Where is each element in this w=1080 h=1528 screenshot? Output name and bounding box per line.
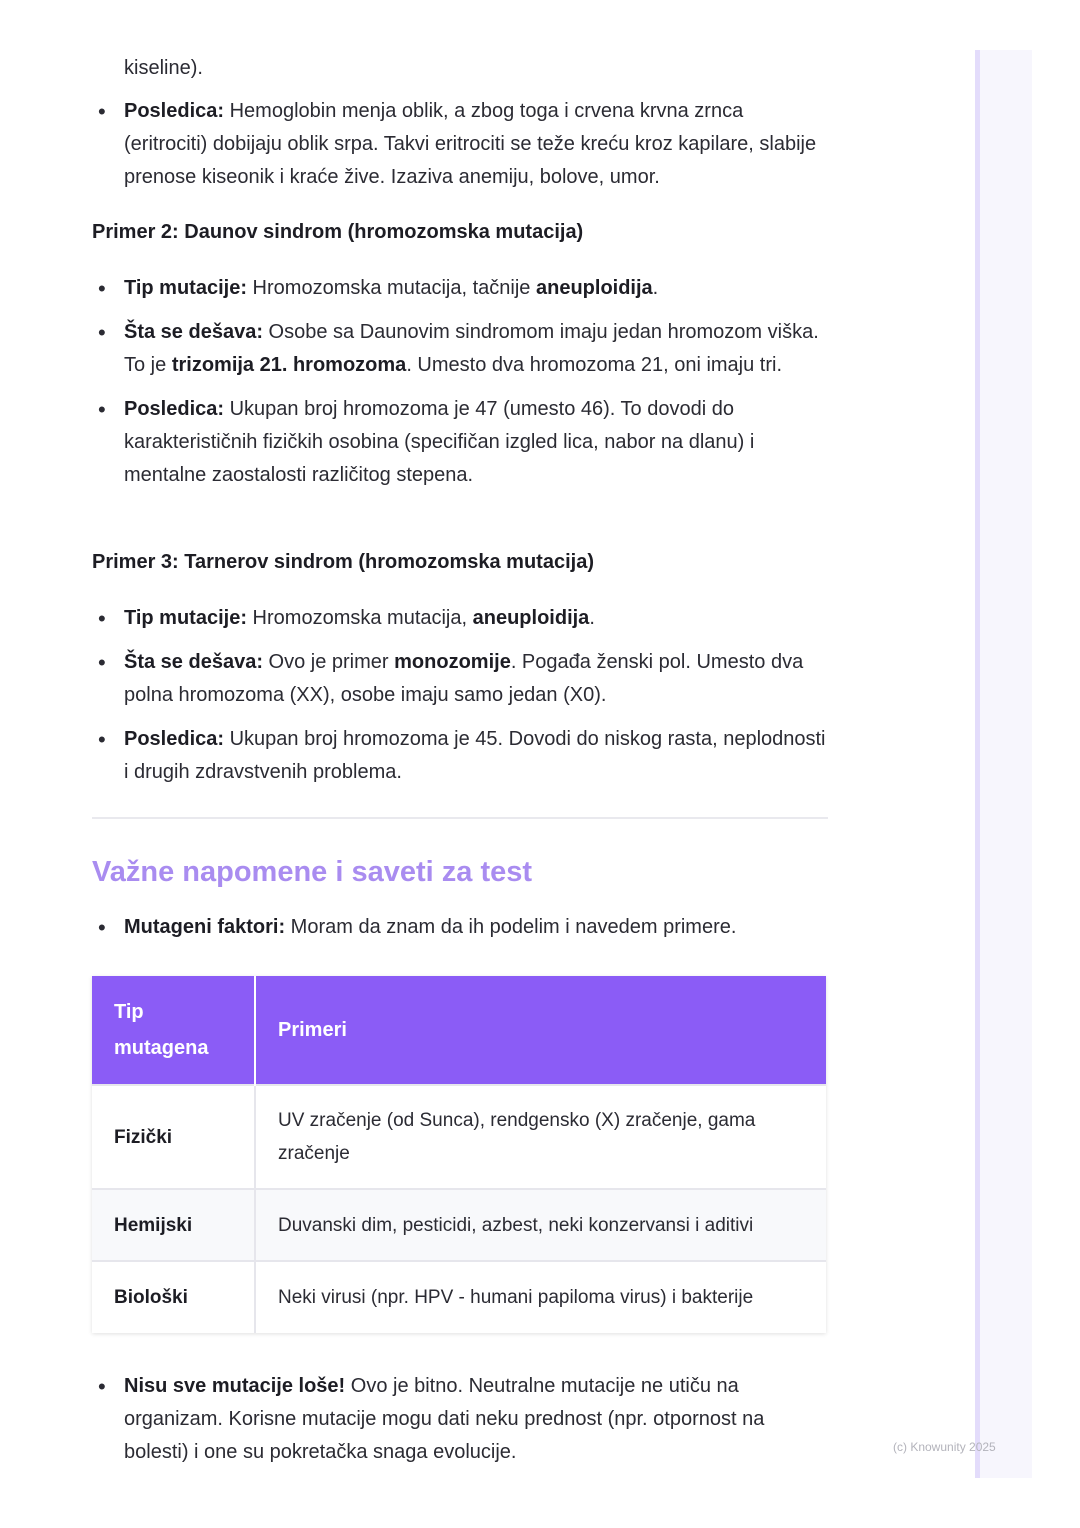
item-bold: aneuploidija xyxy=(472,607,590,629)
list-item xyxy=(92,646,832,712)
example3-list xyxy=(92,602,832,789)
notes-list xyxy=(92,911,832,944)
item-label: Tip mutacije: xyxy=(124,607,247,629)
item-text: Ukupan broj hromozoma je 45. Dovodi do niskog rasta, neplodnosti i drugih zdravstvenih problema. xyxy=(124,728,826,783)
mutagen-table xyxy=(92,976,826,1333)
side-stripe xyxy=(975,50,980,1478)
item-label: Tip mutacije: xyxy=(124,277,247,299)
list-item xyxy=(92,393,832,492)
cell-examples: Duvanski dim, pesticidi, azbest, neki konzervansi i aditivi xyxy=(255,1189,826,1261)
item-text: . Umesto dva hromozoma 21, oni imaju tri. xyxy=(406,354,783,376)
list-item xyxy=(92,272,832,305)
item-text: . xyxy=(589,607,595,629)
item-text: Hromozomska mutacija, xyxy=(247,607,473,629)
table-row xyxy=(92,1085,826,1189)
item-label: Posledica: xyxy=(124,728,225,750)
cell-type: Hemijski xyxy=(92,1189,255,1261)
item-label: Šta se dešava: xyxy=(124,651,263,673)
list-item xyxy=(92,316,832,382)
item-label: Nisu sve mutacije loše! xyxy=(124,1375,346,1397)
item-label: Mutageni faktori: xyxy=(124,916,286,938)
item-text: Hemoglobin menja oblik, a zbog toga i crvena krvna zrnca (eritrociti) dobijaju oblik srpa. Takvi eritrociti se teže kreću kroz kapilare, slabije prenose kiseonik i kraće žive. Izaziva anemiju, bolove, umor. xyxy=(124,100,817,188)
item-text: . Pogađa ženski pol. Umesto dva polna hromozoma (XX), osobe imaju samo jedan (X0). xyxy=(124,651,804,706)
item-text: Ovo je primer xyxy=(262,651,395,673)
item-label: Šta se dešava: xyxy=(124,321,263,343)
list-item xyxy=(92,911,832,944)
item-text: Moram da znam da ih podelim i navedem primere. xyxy=(285,916,737,938)
example2-list xyxy=(92,272,832,492)
item-bold: aneuploidija xyxy=(535,277,653,299)
item-text: Osobe sa Daunovim sindromom imaju jedan hromozom viška. To je xyxy=(124,321,819,376)
item-text: Hromozomska mutacija, tačnije xyxy=(247,277,536,299)
side-panel xyxy=(980,50,1032,1478)
section-divider xyxy=(92,817,828,819)
col-header-type: Tip mutagena xyxy=(92,976,255,1085)
cell-type: Biološki xyxy=(92,1261,255,1333)
item-bold: monozomije xyxy=(394,651,511,673)
intro-continuation: kiseline). xyxy=(124,57,203,79)
cell-examples: Neki virusi (npr. HPV - humani papiloma virus) i bakterije xyxy=(255,1261,826,1333)
item-bold: trizomija 21. hromozoma xyxy=(171,354,407,376)
footer-copyright: (c) Knowunity 2025 xyxy=(893,1440,996,1454)
item-text: Ukupan broj hromozoma je 47 (umesto 46). To dovodi do karakterističnih fizičkih osobina (specifičan izgled lica, nabor na dlanu) i mentalne zaostalosti različitog stepena. xyxy=(124,398,755,486)
list-item xyxy=(92,95,832,194)
list-item xyxy=(92,723,832,789)
list-item xyxy=(92,602,832,635)
table-row xyxy=(92,1261,826,1333)
list-item xyxy=(92,1370,832,1469)
item-label: Posledica: xyxy=(124,100,225,122)
col-header-examples: Primeri xyxy=(255,976,826,1085)
item-text: Ovo je bitno. Neutralne mutacije ne utiču na organizam. Korisne mutacije mogu dati neku prednost (npr. otpornost na bolesti) i one su pokretačka snaga evolucije. xyxy=(124,1375,765,1463)
item-text: . xyxy=(652,277,659,299)
example1-list xyxy=(92,95,832,194)
table-header-row xyxy=(92,976,826,1085)
table-row xyxy=(92,1189,826,1261)
cell-examples: UV zračenje (od Sunca), rendgensko (X) zračenje, gama zračenje xyxy=(255,1085,826,1189)
example3-heading: Primer 3: Tarnerov sindrom (hromozomska mutacija) xyxy=(92,551,594,573)
cell-type: Fizički xyxy=(92,1085,255,1189)
final-note-list xyxy=(92,1370,832,1469)
item-label: Posledica: xyxy=(124,398,225,420)
example2-heading: Primer 2: Daunov sindrom (hromozomska mutacija) xyxy=(92,221,584,243)
notes-heading: Važne napomene i saveti za test xyxy=(92,856,533,888)
